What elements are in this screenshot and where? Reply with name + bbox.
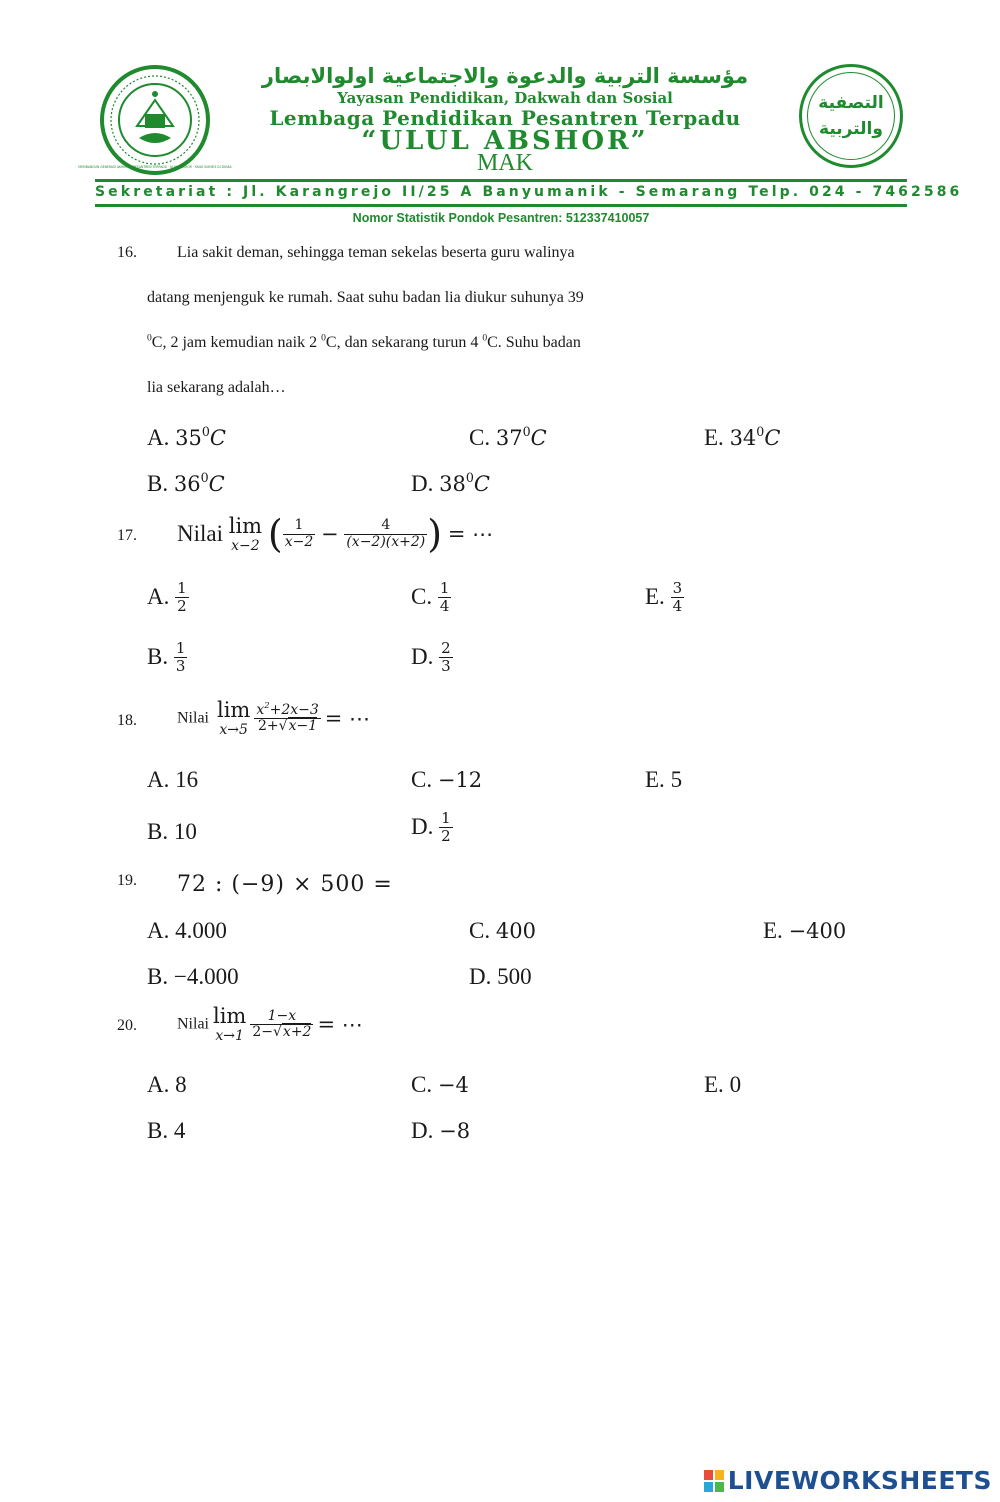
header-divider-bottom [95, 204, 907, 207]
option-a[interactable]: A. 8 [147, 1072, 187, 1097]
limit-expression: Nilai lim x→5 $\frac{x^2+2x-3}{2+√x-1}$ = ⋯ [177, 698, 371, 738]
foundation-name: Yayasan Pendidikan, Dakwah dan Sosial [337, 89, 673, 107]
secretariat-address: Sekretariat : Jl. Karangrejo II/25 A Banyumanik - Semarang Telp. 024 - 7462586 [95, 184, 963, 200]
arabic-foundation-title: مؤسسة التربية والدعوة والاجتماعية اولوالابصار [261, 64, 749, 88]
limit-operator: lim x→1 [213, 1004, 247, 1044]
liveworksheets-logo-icon [704, 1470, 724, 1492]
option-b[interactable]: B. −4.000 [147, 964, 239, 989]
question-number: 20. [117, 1017, 137, 1034]
right-seal-logo [799, 64, 903, 168]
fraction: $\frac{1}{x-2}$ [284, 517, 314, 550]
header-divider-top [95, 179, 907, 182]
option-c[interactable]: C. $37^0C$ [469, 424, 547, 450]
question-number: 17. [117, 527, 137, 544]
option-d[interactable]: D. $38^0C$ [411, 470, 490, 496]
fraction: $\frac{x^2+2x-3}{2+√x-1}$ [256, 699, 319, 734]
question-text-line: datang menjenguk ke rumah. Saat suhu badan lia diukur suhunya 39 [147, 289, 584, 306]
liveworksheets-watermark [704, 1466, 992, 1495]
option-d[interactable]: D. −8 [411, 1118, 471, 1143]
question-number: 16. [117, 244, 137, 261]
option-b[interactable]: B. $\frac{1}{3}$ [147, 639, 186, 675]
option-e[interactable]: E. −400 [763, 918, 847, 943]
option-a[interactable]: A. $35^0C$ [147, 424, 226, 450]
option-c[interactable]: C. 400 [469, 918, 536, 943]
brand-name: LIVEWORKSHEETS [727, 1466, 992, 1495]
limit-operator: lim x→5 [217, 698, 251, 738]
option-a[interactable]: A. 16 [147, 767, 199, 792]
question-text-line: Lia sakit deman, sehingga teman sekelas beserta guru walinya [177, 244, 575, 261]
limit-operator: lim x−2 [228, 513, 263, 554]
option-c[interactable]: C. −12 [411, 767, 483, 792]
limit-expression: Nilai lim x−2 ( $\frac{1}{x-2}$ − $\frac{4}{(x-2)(x+2)}$ ) = ⋯ [177, 512, 494, 556]
option-d[interactable]: D. 500 [469, 964, 532, 989]
option-d[interactable]: D. $\frac{2}{3}$ [411, 639, 451, 675]
school-emblem-logo [78, 64, 232, 176]
option-a[interactable]: A. $\frac{1}{2}$ [147, 579, 187, 615]
option-b[interactable]: B. $36^0C$ [147, 470, 225, 496]
question-number: 18. [117, 712, 137, 729]
seal-line-1: التصفية [818, 93, 884, 113]
option-c[interactable]: C. $\frac{1}{4}$ [411, 579, 450, 615]
unit-name: MAK [476, 150, 533, 176]
limit-expression: Nilai lim x→1 $\frac{1-x}{2-√x+2}$ = ⋯ [177, 1004, 363, 1044]
school-name: “ULUL ABSHOR” [361, 126, 649, 156]
option-b[interactable]: B. 4 [147, 1118, 186, 1143]
fraction: $\frac{4}{(x-2)(x+2)}$ [346, 517, 426, 550]
option-e[interactable]: E. $34^0C$ [704, 424, 781, 450]
option-b[interactable]: B. 10 [147, 819, 197, 844]
pesantren-statistic-number: Nomor Statistik Pondok Pesantren: 512337410057 [352, 211, 650, 225]
option-e[interactable]: E. 5 [645, 767, 683, 792]
option-d[interactable]: D. $\frac{1}{2}$ [411, 809, 451, 845]
arithmetic-expression: 72 : (−9) × 500 = [177, 872, 393, 897]
question-text-line: $^0$C, 2 jam kemudian naik 2 $^0$C, dan sekarang turun 4 $^0$C. Suhu badan [147, 332, 581, 351]
emblem-ring-text: MEMBANGUN GENERASI AKHIRAT · PESANTREN TERPADU · ULUL ABSHOR · YANG SUKSES DI DUNIA [78, 165, 232, 169]
institution-name: Lembaga Pendidikan Pesantren Terpadu [269, 106, 741, 130]
option-a[interactable]: A. 4.000 [147, 918, 227, 943]
question-number: 19. [117, 872, 137, 889]
seal-line-2: والتربية [819, 119, 883, 139]
option-e[interactable]: E. 0 [704, 1072, 742, 1097]
fraction: $\frac{1-x}{2-√x+2}$ [252, 1007, 312, 1040]
question-text-line: lia sekarang adalah… [147, 379, 286, 396]
option-e[interactable]: E. $\frac{3}{4}$ [645, 579, 683, 615]
option-c[interactable]: C. −4 [411, 1072, 469, 1097]
letterhead [78, 58, 963, 228]
